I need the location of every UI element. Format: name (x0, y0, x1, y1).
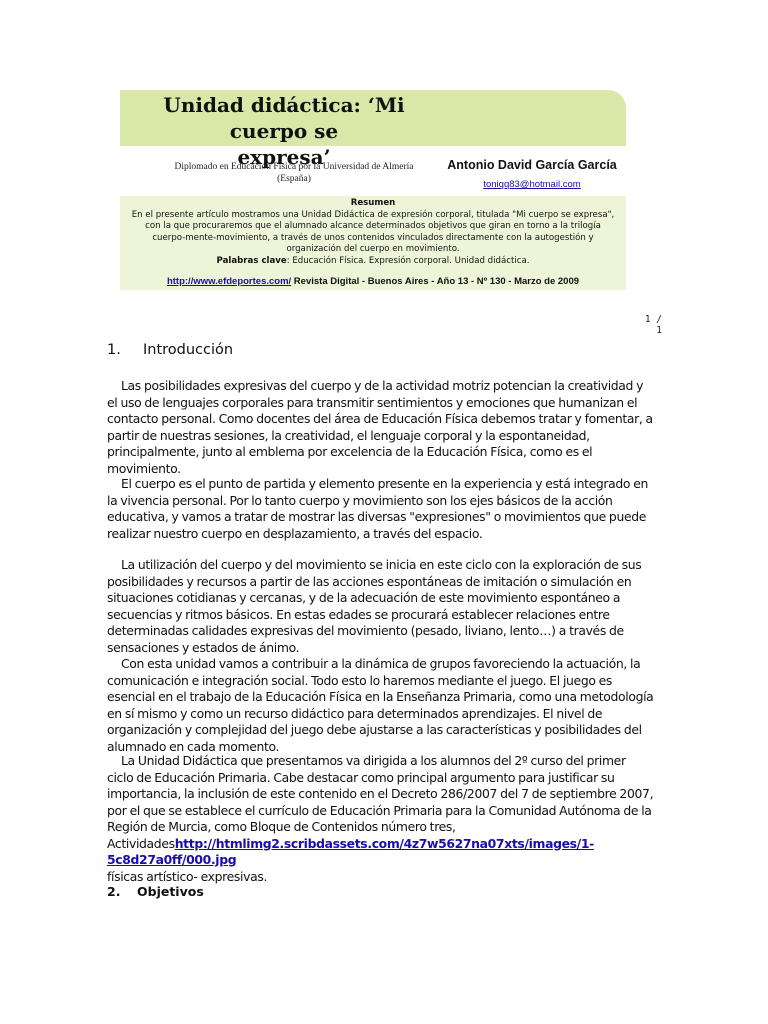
paragraph-2-text: El cuerpo es el punto de partida y elemento presente en la experiencia y está integrado en la vivencia personal. Por lo tanto cuerpo y movimiento son los ejes básicos de la acción educativa, y vamos a tratar de mostrar las diversas "expresiones" o movimientos que puede realizar nuestro cuerpo en desplazamiento, a través del espacio. (107, 476, 649, 541)
article-title-line2: expresa’ (237, 145, 331, 169)
paragraph-4-text: Con esta unidad vamos a contribuir a la dinámica de grupos favoreciendo la actuación, la comunicación e integración social. Todo esto lo haremos mediante el juego. El juego es esencial en el trabajo de la Educación Física en la Enseñanza Primaria, como una metodología en sí mismo y como un recurso didáctico para determinados aprendizajes. El nivel de organización y complejidad del juego debe ajustarse a las características y posibilidades del alumnado en cada momento. (107, 656, 654, 754)
author-email-link[interactable]: toniqq83@hotmail.com (483, 179, 581, 190)
paragraph-3 (107, 557, 655, 656)
keywords-text: : Educación Física. Expresión corporal. Unidad didáctica. (286, 255, 530, 266)
paragraph-5-prefix: Actividades (107, 835, 175, 851)
article-title (124, 92, 444, 170)
article-title-line1: Unidad didáctica: ‘Mi cuerpo se (163, 93, 405, 143)
paragraph-4 (107, 656, 655, 755)
keywords-line (128, 256, 618, 268)
paragraph-5-text: La Unidad Didáctica que presentamos va dirigida a los alumnos del 2º curso del primer ciclo de Educación Primaria. Cabe destacar como principal argumento para justificar su importancia, la inclusión de este contenido en el Decreto 286/2007 del 7 de septiembre 2007, por el que se establece el currículo de Educación Primaria para la Comunidad Autónoma de la Región de Murcia, como Bloque de Contenidos número tres, (107, 753, 654, 834)
section-heading-introduccion (107, 342, 233, 358)
section-number: 2. (107, 884, 121, 899)
paragraph-5-suffix: físicas artístico- expresivas. (107, 868, 268, 884)
section-title: Objetivos (137, 884, 204, 899)
abstract-heading: Resumen (350, 198, 396, 208)
abstract-text: En el presente artículo mostramos una Unidad Didáctica de expresión corporal, titulada "Mi cuerpo se expresa", con la que procuraremos que el alumnado alcance determinados objetivos que giran en torno a la trilogía cuerpo-mente-movimiento, a través de unos contenidos vinculados directamente con la autogestión y organización del cuerpo en movimiento. (131, 209, 615, 254)
author-affiliation (172, 161, 416, 185)
keywords-label: Palabras clave (216, 255, 287, 266)
affiliation-line2: (España) (277, 174, 311, 184)
section-title: Introducción (143, 342, 234, 358)
source-url-link[interactable]: http://www.efdeportes.com/ (166, 276, 292, 287)
paragraph-2 (107, 476, 655, 542)
page-number: 1 / 1 (644, 314, 662, 336)
affiliation-line1: Diplomado en Educación Física por la Universidad de Almería (174, 162, 414, 172)
paragraph-1-text: Las posibilidades expresivas del cuerpo y de la actividad motriz potencian la creatividad y el uso de lenguajes corporales para transmitir sentimientos y emociones que humanizan el contacto personal. Como docentes del área de Educación Física debemos tratar y fomentar, a partir de nuestras sesiones, la creatividad, el lenguaje corporal y la espontaneidad, principalmente, junto al emblema por excelencia de la Educación Física, como es el movimiento. (107, 378, 653, 476)
paragraph-1 (107, 378, 655, 477)
author-block (432, 158, 632, 191)
section-heading-objetivos (107, 884, 204, 899)
image-link[interactable]: http://htmlimg2.scribdassets.com/4z7w5627na07xts/images/1-5c8d27a0ff/000.jpg (107, 835, 594, 867)
section-number: 1. (107, 342, 121, 358)
paragraph-3-text: La utilización del cuerpo y del movimiento se inicia en este ciclo con la exploración de sus posibilidades y recursos a partir de las acciones espontáneas de imitación o simulación en situaciones cotidianas y cercanas, y de la adecuación de este movimiento espontáneo a secuencias y ritmos básicos. En estas edades se procurará establecer relaciones entre determinadas calidades expresivas del movimiento (pesado, liviano, lento…) a través de sensaciones y estados de ánimo. (107, 557, 642, 655)
source-line (120, 276, 626, 287)
author-name: Antonio David García García (447, 158, 617, 172)
source-text: Revista Digital - Buenos Aires - Año 13 - Nº 130 - Marzo de 2009 (291, 276, 580, 287)
paragraph-5 (107, 753, 655, 885)
